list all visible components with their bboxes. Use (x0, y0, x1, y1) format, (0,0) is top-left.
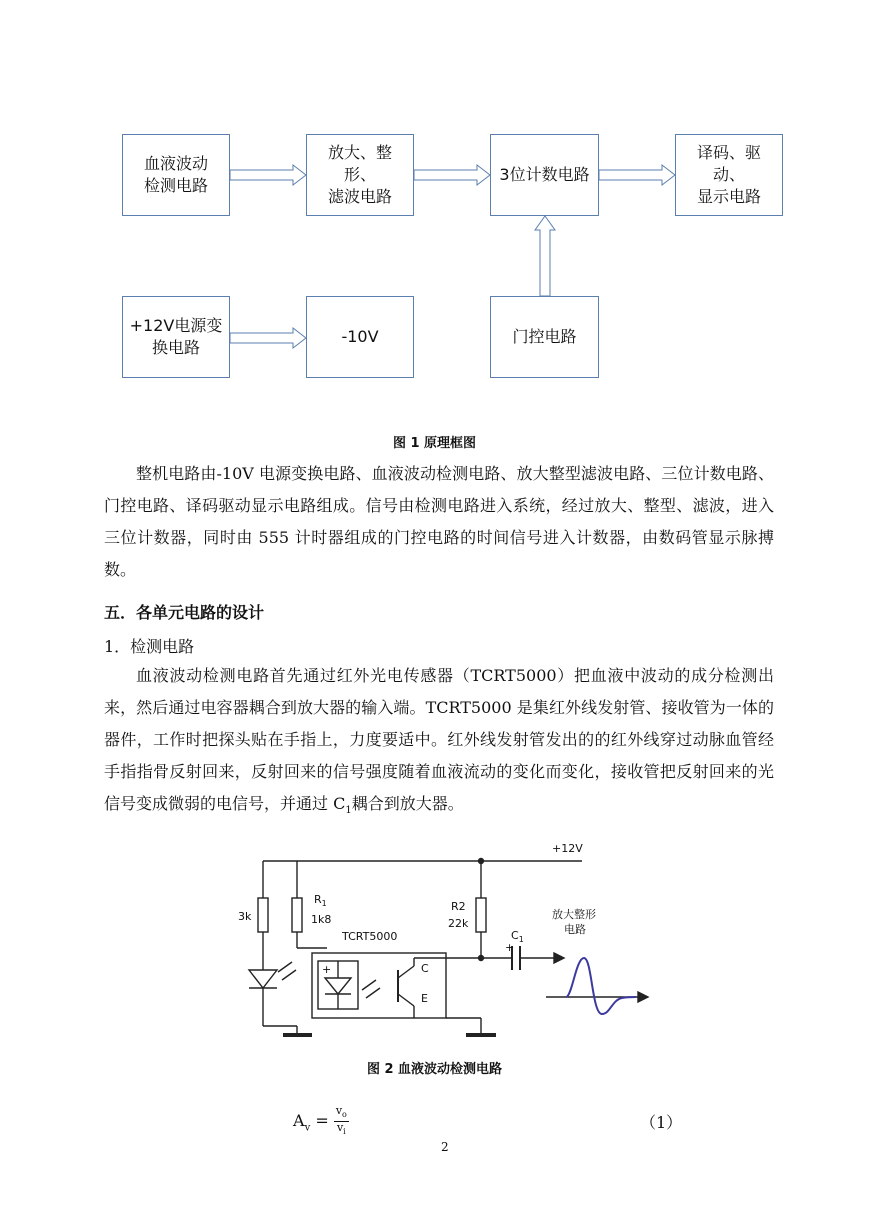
arrow-counter-to-decoder (599, 165, 675, 185)
paragraph-detection-text-b: 耦合到放大器。 (351, 794, 464, 813)
paragraph-overview: 整机电路由-10V 电源变换电路、血液波动检测电路、放大整型滤波电路、三位计数电路、门控电路、译码驱动显示电路组成。信号由检测电路进入系统，经过放大、整型、滤波，进入三位计数器，同时由 555 计时器组成的门控电路的时间信号进入计数器，由数码管显示脉搏数。 (104, 464, 774, 579)
paragraph-detection (104, 660, 774, 827)
equation-fraction (334, 1105, 349, 1138)
led-ray-2 (282, 970, 296, 980)
resistor-3k (258, 898, 268, 932)
box-amplify: 放大、整 形、 滤波电路 (306, 134, 414, 216)
junction-output (479, 956, 484, 961)
resistor-r2-value: 22k (448, 917, 469, 930)
equation-number: （1） (640, 1113, 683, 1132)
resistor-r1-name: $R_1$ (314, 893, 327, 908)
box-counter: 3位计数电路 (490, 134, 599, 216)
pin-c-label: C (421, 962, 429, 975)
equation-lhs: A (293, 1111, 305, 1131)
figure-1-caption: 图 1 原理框图 (392, 436, 477, 451)
paragraph-detection-text-a: 血液波动检测电路首先通过红外光电传感器（TCRT5000）把血液中波动的成分检测出来，然后通过电容器耦合到放大器的输入端。TCRT5000 是集红外线发射管、接收管为一体的器件，工作时把探头贴在手指上，力度要适中。红外线发射管发出的的红外线穿过动脉血管经手指指骨反射回来，反射回来的信号强度随着血液流动的变化而变化，接收管把反射回来的光信号变成微弱的电信号，并通过 C (104, 666, 774, 813)
section-heading: 五．各单元电路的设计 (104, 603, 265, 622)
equation-numerator: $v_o$ (334, 1105, 349, 1122)
arrow-gate-to-counter (535, 216, 555, 296)
pin-e-label: E (421, 992, 428, 1005)
resistor-r2 (476, 898, 486, 932)
output-label-1: 放大整形 (552, 908, 596, 921)
output-arrow (554, 953, 564, 963)
box-minus10v: -10V (306, 296, 414, 378)
ic-plus: + (322, 963, 332, 976)
ic-label: TCRT5000 (342, 930, 398, 943)
page-number: 2 (441, 1140, 449, 1154)
circuit-diagram (0, 830, 869, 1060)
resistor-r1-value: 1k8 (311, 913, 332, 926)
resistor-3k-label: 3k (238, 910, 252, 923)
led-ray-1 (278, 962, 292, 972)
capacitor-label: $C_1$ (511, 929, 524, 944)
equation-equals: = (315, 1111, 329, 1131)
resistor-r1 (292, 898, 302, 932)
arrow-detect-to-amplify (230, 165, 306, 185)
arrow-power-to-minus10v (230, 328, 306, 348)
vcc-label: +12V (552, 842, 583, 855)
subsection-heading: 1．检测电路 (104, 637, 195, 656)
box-decoder: 译码、驱 动、 显示电路 (675, 134, 783, 216)
box-gate: 门控电路 (490, 296, 599, 378)
waveform-axis-arrow (638, 992, 648, 1002)
output-label-2: 电路 (564, 923, 586, 936)
pulse-waveform (566, 958, 636, 1014)
box-power: +12V电源变 换电路 (122, 296, 230, 378)
figure-2-caption: 图 2 血液波动检测电路 (366, 1062, 503, 1077)
box-blood-detect: 血液波动 检测电路 (122, 134, 230, 216)
led-triangle (249, 970, 277, 988)
equation-denominator: $v_i$ (336, 1121, 346, 1137)
equation (293, 1105, 349, 1138)
capacitor-plus: + (505, 941, 515, 954)
equation-lhs-sub: v (304, 1122, 311, 1134)
resistor-r2-name: R2 (451, 900, 466, 913)
arrow-amplify-to-counter (414, 165, 490, 185)
paragraph-detection-sub: 1 (345, 805, 352, 817)
